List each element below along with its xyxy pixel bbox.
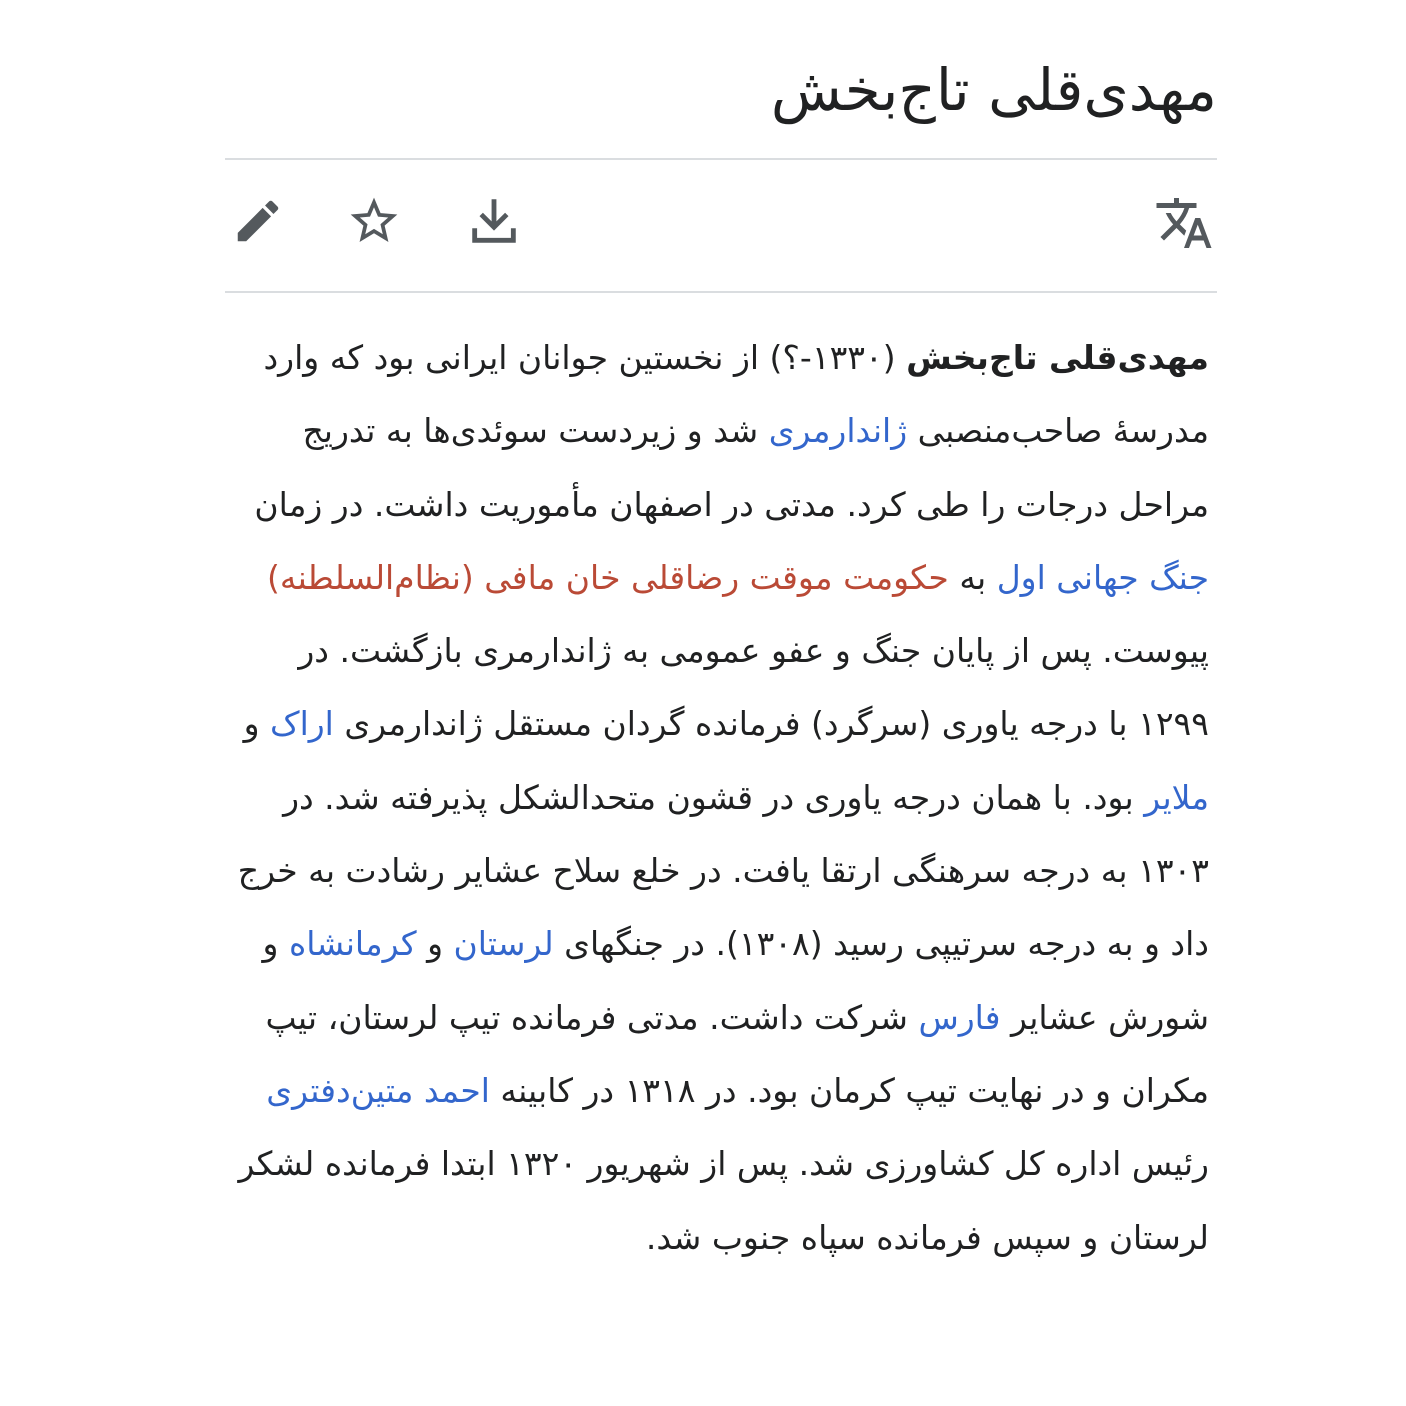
paragraph-text: بود. با همان درجه یاوری در قشون متحدالشکل پذیرفته شد. در ۱۳۰۳ به درجه سرهنگی ارتقا یافت. در خلع سلاح عشایر رشادت به خرج داد و به درجه سرتیپی رسید (۱۳۰۸). در جنگهای xyxy=(237,777,1209,964)
paragraph-text: و xyxy=(416,924,454,964)
pencil-icon xyxy=(231,194,285,248)
language-button[interactable] xyxy=(1151,190,1217,256)
paragraph-text: و xyxy=(243,704,271,744)
link-kermanshah[interactable]: کرمانشاه xyxy=(288,924,417,964)
article-subject-name: مهدی‌قلی تاج‌بخش xyxy=(906,338,1209,377)
link-fars[interactable]: فارس xyxy=(918,997,1001,1037)
download-button[interactable] xyxy=(461,188,527,254)
link-gendarmerie[interactable]: ژاندارمری xyxy=(768,411,908,451)
paragraph-text: و شورش عشایر xyxy=(262,924,1209,1037)
link-arak[interactable]: اراک xyxy=(270,704,334,744)
paragraph-text: پیوست. پس از پایان جنگ و عفو عمومی به ژاندارمری بازگشت. در ۱۲۹۹ با درجه یاوری (سرگرد) فرمانده گردان مستقل ژاندارمری xyxy=(298,631,1209,744)
edit-button[interactable] xyxy=(225,188,291,254)
paragraph-text: شد و زیردست سوئدی‌ها به تدریج مراحل درجات را طی کرد. مدتی در اصفهان مأموریت داشت. در زمان xyxy=(254,411,1209,524)
paragraph-text: شرکت داشت. مدتی فرمانده تیپ لرستان، تیپ مکران و در نهایت تیپ کرمان بود. در ۱۳۱۸ در کابینه xyxy=(265,997,1209,1110)
watch-button[interactable] xyxy=(341,188,407,254)
translate-icon xyxy=(1154,193,1214,253)
redlink-provisional-government[interactable]: حکومت موقت رضاقلی خان مافی (نظام‌السلطنه) xyxy=(267,557,949,597)
article-lead-paragraph xyxy=(225,293,1217,1274)
link-lorestan[interactable]: لرستان xyxy=(453,924,554,964)
page-title: مهدی‌قلی تاج‌بخش xyxy=(770,56,1217,124)
paragraph-text: رئیس اداره کل کشاورزی شد. پس از شهریور ۱۳۲۰ ابتدا فرمانده لشکر لرستان و سپس فرمانده سپاه جنوب شد. xyxy=(238,1144,1209,1257)
star-outline-icon xyxy=(346,193,402,249)
article-page xyxy=(225,40,1217,1274)
link-malayer[interactable]: ملایر xyxy=(1144,777,1209,817)
link-ahmad-matin-daftari[interactable]: احمد متین‌دفتری xyxy=(266,1070,490,1110)
paragraph-text: (۱۳۳۰-؟) از نخستین جوانان ایرانی بود که وارد مدرسهٔ صاحب‌منصبی xyxy=(263,338,1209,451)
link-world-war-one[interactable]: جنگ جهانی اول xyxy=(996,557,1209,597)
paragraph-text: به xyxy=(948,557,997,597)
download-icon xyxy=(465,192,523,250)
page-actions-toolbar xyxy=(225,160,1217,291)
